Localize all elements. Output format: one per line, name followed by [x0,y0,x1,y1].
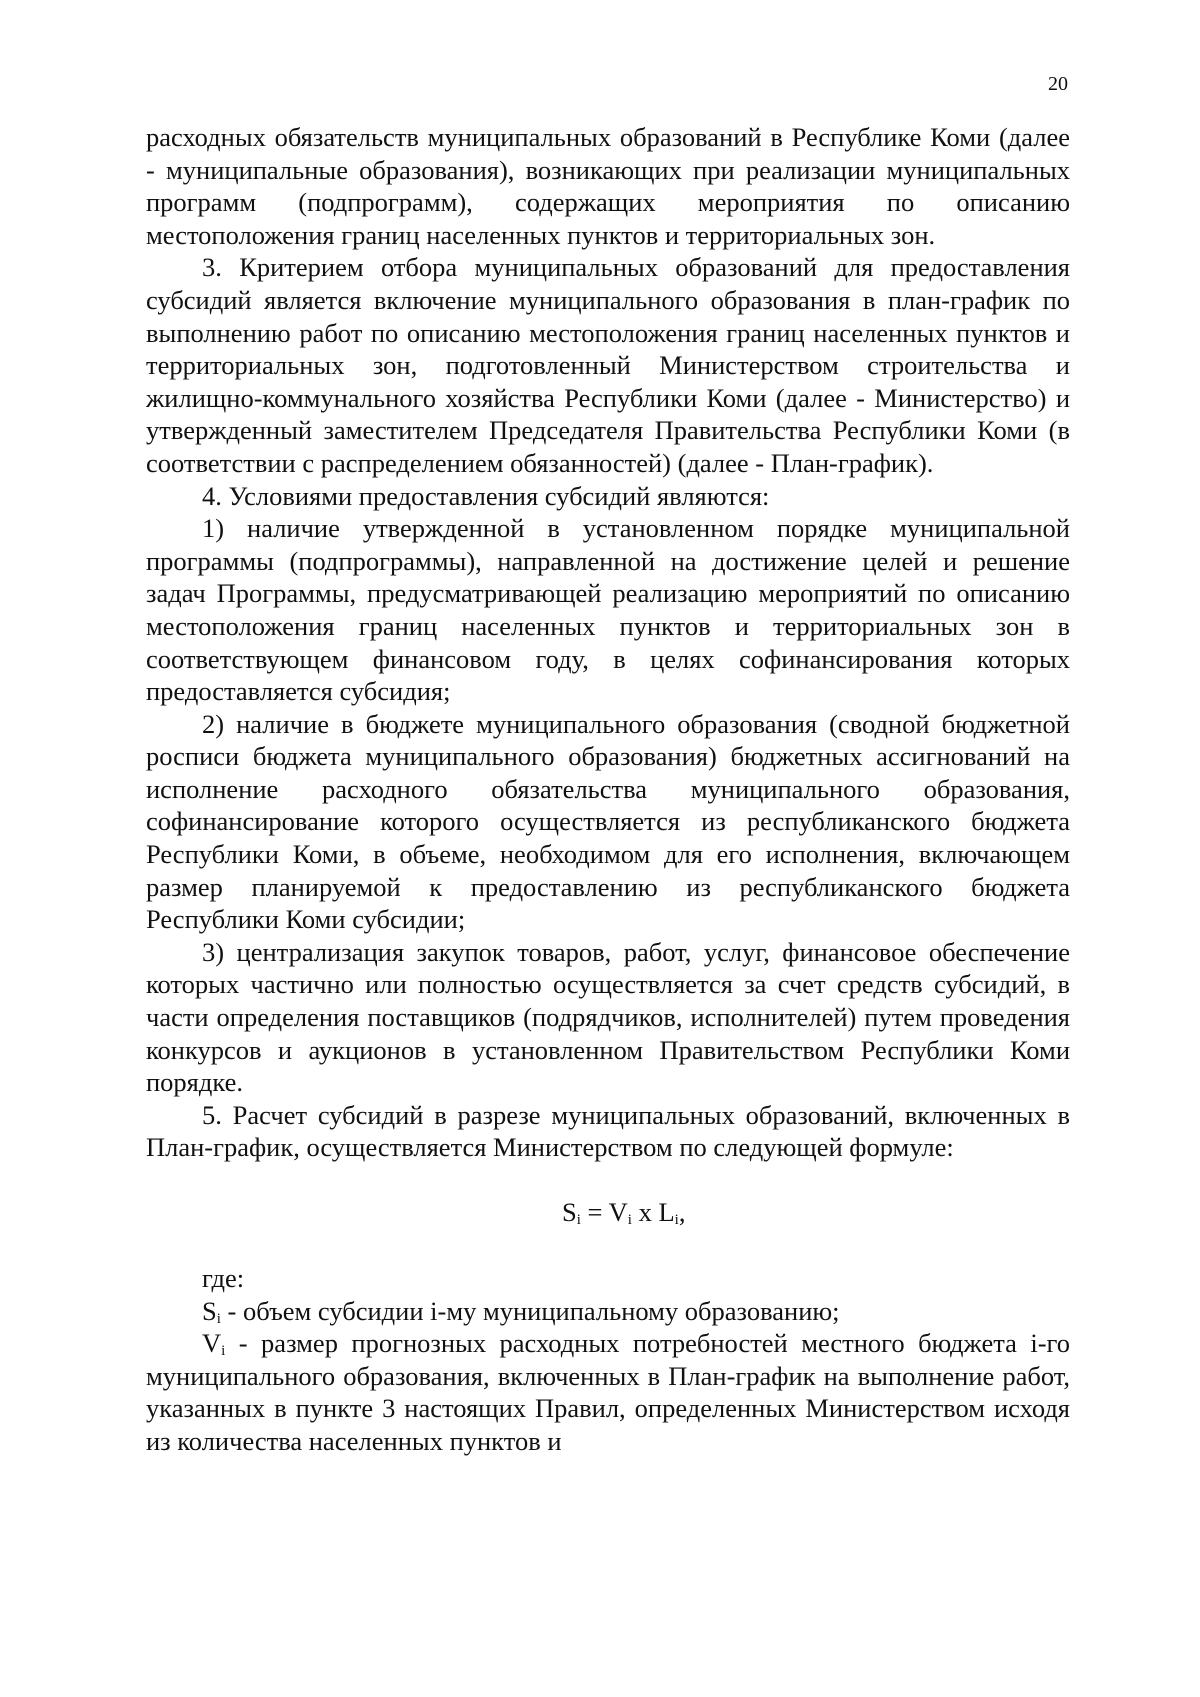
formula-v-sub: i [627,1212,632,1228]
where-label: где: [202,1263,245,1293]
paragraph-item-4: 4. Условиями предоставления субсидий являются: [202,480,770,511]
paragraph-item-3: 3. Критерием отбора муниципальных образований для предоставления субсидий является включение муниципального образования в план-график по выполнению работ по описанию местоположения границ населенных пунктов и территориальных зон, подготовленный Министерством строительства и жилищно-коммунального хозяйства Республики Коми (далее - Министерство) и утвержденный заместителем Председателя Правительства Республики Коми (в соответствии с распределением обязанностей) (далее - План-график). [146,252,1070,478]
definition-s-text: - объем субсидии i-му муниципальному образованию; [220,1295,840,1326]
formula-l: L [658,1197,675,1227]
formula-l-sub: i [674,1212,679,1228]
definition-s-sub: i [216,1310,221,1327]
paragraph-item-5: 5. Расчет субсидий в разрезе муниципальных образований, включенных в План-график, осуществляется Министерством по следующей формуле: [146,1099,1070,1163]
formula-end: , [678,1197,686,1227]
definition-s [146,1295,1070,1328]
subsidy-formula [146,1196,1070,1229]
paragraph-subitem-1: 1) наличие утвержденной в установленном порядке муниципальной программы (подпрограммы), направленной на достижение целей и решение задач Программы, предусматривающей реализацию мероприятий по описанию местоположения границ населенных пунктов и территориальных зон в соответствующем финансовом году, в целях софинансирования которых предоставляется субсидия; [146,513,1070,707]
page-number: 20 [1048,73,1068,95]
formula-s: S [562,1197,577,1227]
definition-v-sub: i [221,1343,226,1360]
definition-s-symbol: S [202,1295,217,1326]
paragraph-subitem-2: 2) наличие в бюджете муниципального образования (сводной бюджетной росписи бюджета муниципального образования) бюджетных ассигнований на исполнение расходного обязательства муниципального образования, софинансирование которого осуществляется из республиканского бюджета Республики Коми, в объеме, необходимом для его исполнения, включающем размер планируемой к предоставлению из республиканского бюджета Республики Коми субсидии; [146,708,1070,935]
paragraph-continuation: расходных обязательств муниципальных образований в Республике Коми (далее - муниципальные образования), возникающих при реализации муниципальных программ (подпрограмм), содержащих мероприятия по описанию местоположения границ населенных пунктов и территориальных зон. [146,122,1070,250]
definition-v-text: - размер прогнозных расходных потребностей местного бюджета i-го муниципального образования, включенных в План-график на выполнение работ, указанных в пункте 3 настоящих Правил, определенных Министерством исходя из количества населенных пунктов и [146,1328,1070,1456]
definition-v-symbol: V [202,1328,222,1359]
formula-v: V [608,1197,628,1227]
definition-v [146,1327,1070,1457]
paragraph-subitem-3: 3) централизация закупок товаров, работ, услуг, финансовое обеспечение которых частично или полностью осуществляется за счет средств субсидий, в части определения поставщиков (подрядчиков, исполнителей) путем проведения конкурсов и аукционов в установленном Правительством Республики Коми порядке. [146,936,1070,1098]
formula-s-sub: i [576,1212,581,1228]
document-body [146,121,1070,1458]
formula-eq: = [580,1197,609,1227]
formula-times: x [631,1197,659,1227]
